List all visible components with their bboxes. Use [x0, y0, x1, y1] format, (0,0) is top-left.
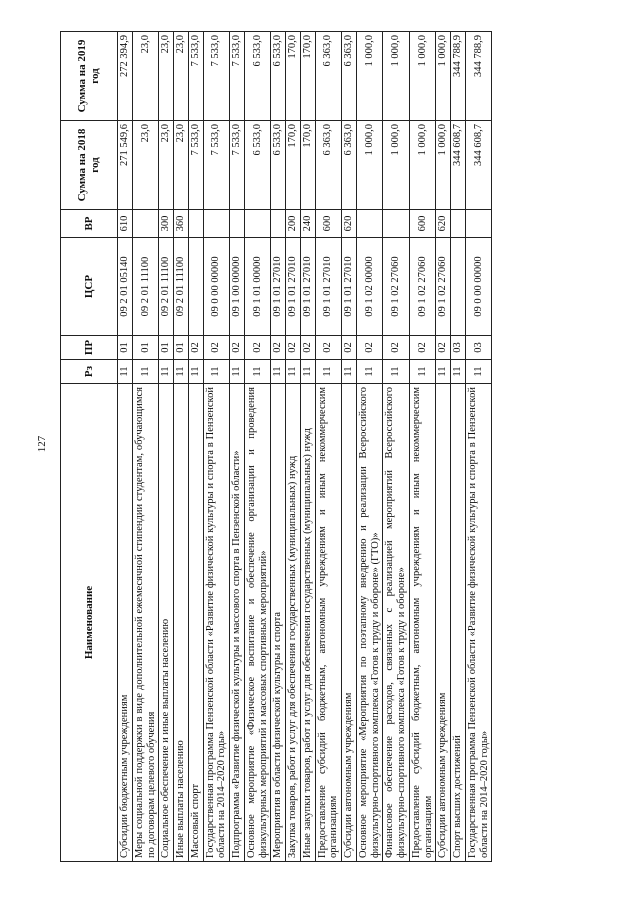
cell-sum-2019: 7 533,0 — [203, 32, 230, 121]
cell-pr: 02 — [315, 336, 342, 360]
cell-rz: 11 — [356, 360, 383, 384]
header-sum-2018: Сумма на 2018 год — [61, 121, 118, 210]
cell-csr: 09 2 01 11100 — [159, 238, 174, 336]
cell-csr: 09 1 00 00000 — [230, 238, 245, 336]
cell-rz: 11 — [244, 360, 271, 384]
cell-sum-2018: 271 549,6 — [118, 121, 133, 210]
cell-vr — [465, 210, 492, 238]
cell-sum-2019: 272 394,9 — [118, 32, 133, 121]
cell-name: Массовый спорт — [188, 384, 203, 862]
cell-sum-2019: 1 000,0 — [409, 32, 436, 121]
cell-pr: 02 — [188, 336, 203, 360]
table-row — [286, 32, 301, 862]
cell-vr: 610 — [118, 210, 133, 238]
cell-sum-2018: 6 533,0 — [271, 121, 286, 210]
cell-sum-2018: 7 533,0 — [188, 121, 203, 210]
cell-rz: 11 — [159, 360, 174, 384]
cell-rz: 11 — [342, 360, 357, 384]
cell-vr — [271, 210, 286, 238]
cell-sum-2018: 1 000,0 — [436, 121, 451, 210]
cell-sum-2018: 23,0 — [174, 121, 189, 210]
cell-csr: 09 1 01 00000 — [244, 238, 271, 336]
budget-table — [60, 31, 492, 862]
table-row — [159, 32, 174, 862]
cell-vr — [230, 210, 245, 238]
cell-csr: 09 1 02 00000 — [356, 238, 383, 336]
cell-rz: 11 — [174, 360, 189, 384]
cell-sum-2018: 6 363,0 — [342, 121, 357, 210]
cell-pr: 01 — [118, 336, 133, 360]
cell-name: Субсидии автономным учреждениям — [342, 384, 357, 862]
cell-csr: 09 2 01 11100 — [174, 238, 189, 336]
cell-rz: 11 — [300, 360, 315, 384]
table-row — [174, 32, 189, 862]
table-row — [315, 32, 342, 862]
cell-vr: 620 — [342, 210, 357, 238]
cell-csr: 09 1 01 27010 — [286, 238, 301, 336]
cell-name: Закупка товаров, работ и услуг для обеспечения государственных (муниципальных) нужд — [286, 384, 301, 862]
cell-rz: 11 — [383, 360, 410, 384]
cell-pr: 02 — [436, 336, 451, 360]
cell-sum-2019: 23,0 — [132, 32, 159, 121]
cell-sum-2019: 1 000,0 — [383, 32, 410, 121]
cell-rz: 11 — [271, 360, 286, 384]
header-csr: ЦСР — [61, 238, 118, 336]
cell-vr: 620 — [436, 210, 451, 238]
cell-vr — [356, 210, 383, 238]
cell-sum-2018: 1 000,0 — [383, 121, 410, 210]
cell-sum-2018: 6 363,0 — [315, 121, 342, 210]
cell-vr — [451, 210, 466, 238]
table-row — [356, 32, 383, 862]
cell-pr: 03 — [451, 336, 466, 360]
cell-name: Основное мероприятие «Мероприятия по поэтапному внедрению и реализации Всероссийского физкультурно-спортивного комплекса «Готов к труду и обороне» (ГТО)» — [356, 384, 383, 862]
rotated-page-content — [60, 32, 610, 862]
table-row — [203, 32, 230, 862]
cell-name: Подпрограмма «Развитие физической культуры и массового спорта в Пензенской области» — [230, 384, 245, 862]
cell-sum-2019: 6 363,0 — [342, 32, 357, 121]
cell-sum-2019: 170,0 — [300, 32, 315, 121]
cell-sum-2019: 344 788,9 — [451, 32, 466, 121]
cell-pr: 02 — [356, 336, 383, 360]
cell-name: Субсидии бюджетным учреждениям — [118, 384, 133, 862]
cell-vr — [383, 210, 410, 238]
cell-csr: 09 1 01 27010 — [300, 238, 315, 336]
cell-name: Предоставление субсидий бюджетным, автономным учреждениям и иным некоммерческим организациям — [409, 384, 436, 862]
cell-rz: 11 — [132, 360, 159, 384]
header-rz: Рз — [61, 360, 118, 384]
cell-pr: 02 — [203, 336, 230, 360]
cell-sum-2019: 7 533,0 — [188, 32, 203, 121]
cell-csr: 09 1 01 27010 — [315, 238, 342, 336]
cell-sum-2018: 1 000,0 — [409, 121, 436, 210]
cell-pr: 02 — [383, 336, 410, 360]
table-row — [465, 32, 492, 862]
cell-name: Социальное обеспечение и иные выплаты населению — [159, 384, 174, 862]
cell-pr: 01 — [174, 336, 189, 360]
table-body — [118, 32, 492, 862]
cell-rz: 11 — [409, 360, 436, 384]
cell-csr: 09 2 01 05140 — [118, 238, 133, 336]
cell-pr: 02 — [244, 336, 271, 360]
cell-rz: 11 — [188, 360, 203, 384]
cell-csr — [451, 238, 466, 336]
cell-name: Мероприятия в области физической культуры и спорта — [271, 384, 286, 862]
cell-name: Государственная программа Пензенской области «Развитие физической культуры и спорта в Пензенской области на 2014–2020 годы» — [203, 384, 230, 862]
cell-sum-2019: 344 788,9 — [465, 32, 492, 121]
table-row — [271, 32, 286, 862]
table-row — [436, 32, 451, 862]
cell-vr: 600 — [409, 210, 436, 238]
page-number: 127 — [36, 435, 48, 453]
cell-csr: 09 1 02 27060 — [383, 238, 410, 336]
cell-sum-2018: 170,0 — [300, 121, 315, 210]
cell-vr: 300 — [159, 210, 174, 238]
cell-pr: 02 — [286, 336, 301, 360]
header-pr: ПР — [61, 336, 118, 360]
cell-rz: 11 — [230, 360, 245, 384]
cell-pr: 03 — [465, 336, 492, 360]
table-row — [451, 32, 466, 862]
header-sum-2019: Сумма на 2019 год — [61, 32, 118, 121]
cell-csr: 09 2 01 11100 — [132, 238, 159, 336]
cell-name: Предоставление субсидий бюджетным, автономным учреждениям и иным некоммерческим организациям — [315, 384, 342, 862]
cell-name: Меры социальной поддержки в виде дополнительной ежемесячной стипендии студентам, обучающимся по договорам целевого обучения — [132, 384, 159, 862]
table-row — [244, 32, 271, 862]
cell-pr: 01 — [132, 336, 159, 360]
cell-name: Спорт высших достижений — [451, 384, 466, 862]
cell-sum-2018: 344 608,7 — [451, 121, 466, 210]
cell-sum-2019: 6 533,0 — [244, 32, 271, 121]
cell-sum-2018: 344 608,7 — [465, 121, 492, 210]
table-row — [188, 32, 203, 862]
cell-sum-2019: 7 533,0 — [230, 32, 245, 121]
cell-sum-2018: 7 533,0 — [230, 121, 245, 210]
cell-csr — [188, 238, 203, 336]
cell-sum-2019: 23,0 — [174, 32, 189, 121]
cell-vr — [132, 210, 159, 238]
cell-pr: 02 — [342, 336, 357, 360]
header-vr: ВР — [61, 210, 118, 238]
cell-name: Государственная программа Пензенской области «Развитие физической культуры и спорта в Пензенской области на 2014–2020 годы» — [465, 384, 492, 862]
table-row — [409, 32, 436, 862]
cell-rz: 11 — [436, 360, 451, 384]
cell-rz: 11 — [203, 360, 230, 384]
cell-sum-2018: 6 533,0 — [244, 121, 271, 210]
cell-sum-2018: 170,0 — [286, 121, 301, 210]
header-name: Наименование — [61, 384, 118, 862]
cell-vr: 360 — [174, 210, 189, 238]
cell-pr: 02 — [271, 336, 286, 360]
cell-vr: 240 — [300, 210, 315, 238]
cell-csr: 09 1 02 27060 — [436, 238, 451, 336]
cell-sum-2018: 23,0 — [159, 121, 174, 210]
table-row — [342, 32, 357, 862]
cell-sum-2019: 6 533,0 — [271, 32, 286, 121]
cell-rz: 11 — [118, 360, 133, 384]
cell-sum-2019: 170,0 — [286, 32, 301, 121]
cell-csr: 09 0 00 00000 — [203, 238, 230, 336]
cell-pr: 02 — [230, 336, 245, 360]
cell-rz: 11 — [315, 360, 342, 384]
cell-vr — [244, 210, 271, 238]
cell-sum-2019: 6 363,0 — [315, 32, 342, 121]
cell-sum-2018: 23,0 — [132, 121, 159, 210]
cell-vr — [188, 210, 203, 238]
cell-pr: 02 — [409, 336, 436, 360]
table-row — [300, 32, 315, 862]
cell-vr: 200 — [286, 210, 301, 238]
cell-sum-2019: 23,0 — [159, 32, 174, 121]
cell-pr: 01 — [159, 336, 174, 360]
cell-sum-2019: 1 000,0 — [356, 32, 383, 121]
cell-sum-2018: 7 533,0 — [203, 121, 230, 210]
table-row — [132, 32, 159, 862]
cell-name: Иные закупки товаров, работ и услуг для обеспечения государственных (муниципальных) нужд — [300, 384, 315, 862]
table-header-row — [61, 32, 118, 862]
cell-name: Основное мероприятие «Физическое воспитание и обеспечение организации и проведения физкультурных мероприятий и массовых спортивных мероприятий» — [244, 384, 271, 862]
cell-name: Финансовое обеспечение расходов, связанных с реализацией мероприятий Всероссийского физкультурно-спортивного комплекса «Готов к труду и обороне» — [383, 384, 410, 862]
cell-sum-2018: 1 000,0 — [356, 121, 383, 210]
cell-csr: 09 0 00 00000 — [465, 238, 492, 336]
cell-pr: 02 — [300, 336, 315, 360]
cell-csr: 09 1 02 27060 — [409, 238, 436, 336]
cell-vr — [203, 210, 230, 238]
cell-sum-2019: 1 000,0 — [436, 32, 451, 121]
cell-csr: 09 1 01 27010 — [342, 238, 357, 336]
table-row — [118, 32, 133, 862]
cell-rz: 11 — [451, 360, 466, 384]
cell-name: Субсидии автономным учреждениям — [436, 384, 451, 862]
cell-csr: 09 1 01 27010 — [271, 238, 286, 336]
table-row — [230, 32, 245, 862]
cell-name: Иные выплаты населению — [174, 384, 189, 862]
table-row — [383, 32, 410, 862]
cell-rz: 11 — [286, 360, 301, 384]
cell-rz: 11 — [465, 360, 492, 384]
cell-vr: 600 — [315, 210, 342, 238]
